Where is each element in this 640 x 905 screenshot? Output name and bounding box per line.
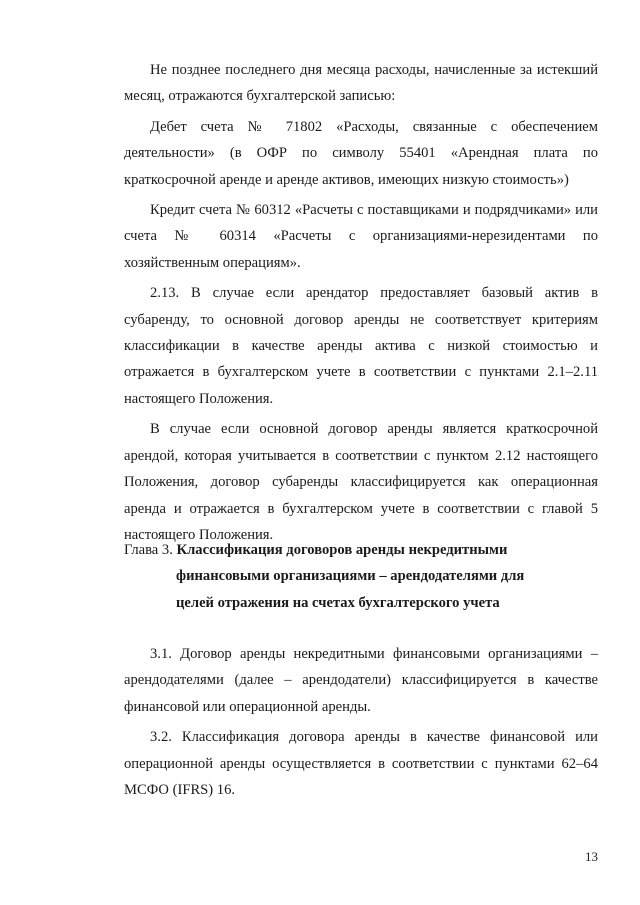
page-number: 13	[585, 849, 598, 864]
chapter-title-line-2: финансовыми организациями – арендодателями для	[176, 568, 525, 585]
top-text-block	[124, 57, 598, 548]
chapter-heading	[124, 537, 598, 616]
chapter-label: Глава 3.	[124, 542, 173, 558]
bottom-text-block	[124, 641, 598, 803]
paragraph-debit-account: Дебет счета № 71802 «Расходы, связанные с обеспечением деятельности» (в ОФР по символу 55401 «Арендная плата по краткосрочной аренде и аренде активов, имеющих низкую стоимость»)	[124, 118, 598, 188]
chapter-heading-line-1	[124, 537, 598, 563]
paragraph-sublease-short-term: В случае если основной договор аренды является краткосрочной арендой, которая учитывается в соответствии с пунктом 2.12 настоящего Положения, договор субаренды классифицируется как операционная аренда и отражается в бухгалтерском учете в соответствии с главой 5 настоящего Положения.	[124, 421, 598, 543]
paragraph-expenses-accrued: Не позднее последнего дня месяца расходы, начисленные за истекший месяц, отражаются бухгалтерской записью:	[124, 62, 598, 105]
paragraph-3-2: 3.2. Классификация договора аренды в качестве финансовой или операционной аренды осуществляется в соответствии с пунктами 62–64 МСФО (IFRS) 16.	[124, 729, 598, 799]
paragraph-2-13: 2.13. В случае если арендатор предоставляет базовый актив в субаренду, то основной договор аренды не соответствует критериям классификации в качестве аренды актива с низкой стоимостью и отражается в бухгалтерском учете в соответствии с пунктами 2.1–2.11 настоящего Положения.	[124, 285, 598, 407]
paragraph-3-1: 3.1. Договор аренды некредитными финансовыми организациями – арендодателями (далее – арендодатели) классифицируется в качестве финансовой или операционной аренды.	[124, 646, 598, 715]
chapter-title-line-1: Классификация договоров аренды некредитными	[176, 542, 508, 558]
chapter-title-line-3: целей отражения на счетах бухгалтерского учета	[176, 594, 500, 611]
paragraph-credit-account: Кредит счета № 60312 «Расчеты с поставщиками и подрядчиками» или счета № 60314 «Расчеты с организациями-нерезидентами по хозяйственным операциям».	[124, 202, 598, 271]
